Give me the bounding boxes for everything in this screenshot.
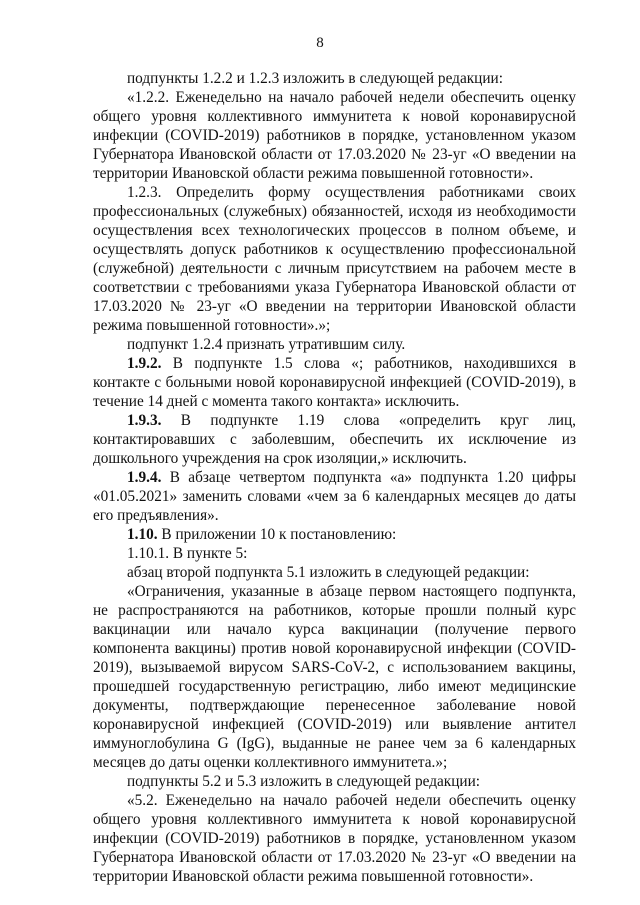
clause-number: 1.10. [127,526,158,543]
paragraph-text: В подпункте 1.5 слова «; работников, находившихся в контакте с больными новой коронавирусной инфекцией (COVID-2019), в течение 14 дней с момента такого контакта» исключить. [93,355,576,410]
clause-number: 1.9.2. [127,355,162,372]
document-body [93,69,576,886]
page-number: 8 [316,35,324,51]
paragraph-1-2-2 [93,88,576,183]
paragraph-text: подпункт 1.2.4 признать утратившим силу. [127,336,406,353]
paragraph-1-10-1 [93,544,576,563]
paragraph-text: «Ограничения, указанные в абзаце первом настоящего подпункта, не распространяются на работников, которые прошли полный курс вакцинации или начало курса вакцинации (получение первого компонента вакцины) против новой коронавирусной инфекции (COVID-2019), вызываемой вирусом SARS-CoV-2, с использованием вакцины, прошедшей государственную регистрацию, либо имеют медицинские документы, подтверждающие перенесенное заболевание новой коронавирусной инфекцией (COVID-2019) или выявление антител иммуноглобулина G (IgG), выданные не ранее чем за 6 календарных месяцев до даты оценки коллективного иммунитета.»; [93,583,576,771]
paragraph-1-9-3 [93,411,576,468]
paragraph-1-2-3 [93,183,576,335]
paragraph-text: абзац второй подпункта 5.1 изложить в следующей редакции: [127,564,530,581]
paragraph-restrictions [93,582,576,772]
paragraph-5-1-intro [93,563,576,582]
paragraph-1-2-4 [93,335,576,354]
paragraph-text: «1.2.2. Еженедельно на начало рабочей недели обеспечить оценку общего уровня коллективного иммунитета к новой коронавирусной инфекции (COVID-2019) работников в порядке, установленном указом Губернатора Ивановской области от 17.03.2020 № 23-уг «О введении на территории Ивановской области режима повышенной готовности». [93,89,576,182]
paragraph-1-9-4 [93,468,576,525]
clause-number: 1.9.4. [127,469,162,486]
paragraph-text: «5.2. Еженедельно на начало рабочей недели обеспечить оценку общего уровня коллективного иммунитета к новой коронавирусной инфекции (COVID-2019) работников в порядке, установленном указом Губернатора Ивановской области от 17.03.2020 № 23-уг «О введении на территории Ивановской области режима повышенной готовности». [93,792,576,885]
paragraph-text: В абзаце четвертом подпункта «а» подпункта 1.20 цифры «01.05.2021» заменить словами «чем за 6 календарных месяцев до даты его предъявления». [93,469,576,524]
paragraph-text: В приложении 10 к постановлению: [157,526,397,543]
paragraph-text: подпункты 1.2.2 и 1.2.3 изложить в следующей редакции: [127,70,503,87]
paragraph-1-10 [93,525,576,544]
paragraph-text: 1.10.1. В пункте 5: [127,545,248,562]
paragraph-intro-1-2 [93,69,576,88]
paragraph-text: подпункты 5.2 и 5.3 изложить в следующей редакции: [127,773,481,790]
paragraph-text: 1.2.3. Определить форму осуществления работниками своих профессиональных (служебных) обязанностей, исходя из необходимости осуществления всех технологических процессов в полном объеме, и осуществлять допуск работников к осуществлению профессиональной (служебной) деятельности с личным присутствием на рабочем месте в соответствии с требованиями указа Губернатора Ивановской области от 17.03.2020 № 23-уг «О введении на территории Ивановской области режима повышенной готовности».»; [93,184,576,334]
paragraph-text: В подпункте 1.19 слова «определить круг лиц, контактировавших с заболевшим, обеспечить их исключение из дошкольного учреждения на срок изоляции,» исключить. [93,412,576,467]
paragraph-5-2 [93,791,576,886]
paragraph-5-2-5-3-intro [93,772,576,791]
paragraph-1-9-2 [93,354,576,411]
clause-number: 1.9.3. [127,412,162,429]
